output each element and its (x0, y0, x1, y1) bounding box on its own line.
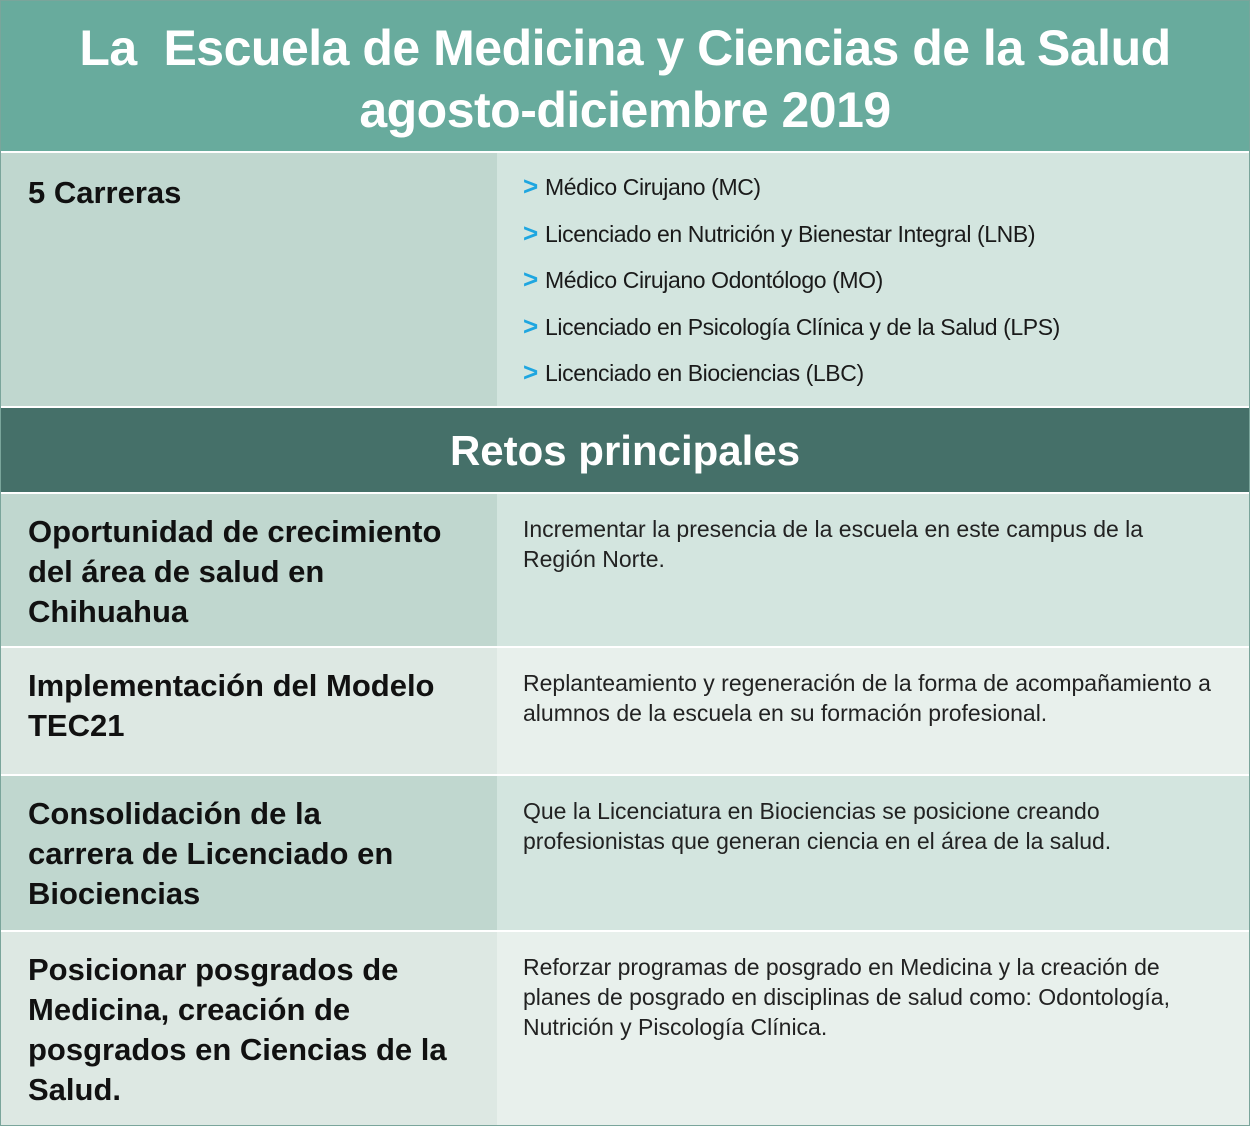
table-row (1, 648, 1249, 776)
chevron-right-icon: > (523, 217, 538, 248)
list-item (523, 310, 1060, 361)
challenge-desc-cell (497, 494, 1249, 646)
career-name: Médico Cirujano Odontólogo (MO) (545, 267, 883, 294)
challenge-description: Incrementar la presencia de la escuela en este campus de la Región Norte. (523, 516, 1144, 572)
challenge-label-cell (1, 776, 497, 930)
challenge-desc-cell (497, 648, 1249, 774)
chevron-right-icon: > (523, 310, 538, 341)
challenge-label-cell (1, 648, 497, 774)
chevron-right-icon: > (523, 171, 538, 201)
career-name: Licenciado en Biociencias (LBC) (545, 360, 864, 387)
table-row (1, 776, 1249, 932)
section-title: Retos principales (1, 408, 1249, 494)
chevron-right-icon: > (523, 264, 538, 295)
list-item (523, 357, 1060, 407)
careers-list (523, 171, 1060, 407)
challenge-description: Reforzar programas de posgrado en Medicina y la creación de planes de posgrado en disciplinas de salud como: Odontología, Nutrición y Piscología Clínica. (523, 954, 1170, 1040)
careers-list-cell (497, 153, 1249, 406)
career-name: Licenciado en Nutrición y Bienestar Integral (LNB) (545, 220, 1036, 247)
list-item (523, 217, 1060, 268)
challenge-description: Que la Licenciatura en Biociencias se posicione creando profesionistas que generan ciencia en el área de la salud. (523, 798, 1112, 854)
challenge-label: Implementación del Modelo TEC21 (28, 668, 435, 743)
title-header (1, 1, 1249, 153)
challenge-description: Replanteamiento y regeneración de la forma de acompañamiento a alumnos de la escuela en su formación profesional. (523, 670, 1211, 726)
careers-row (1, 153, 1249, 408)
list-item (523, 171, 1060, 221)
challenge-desc-cell (497, 776, 1249, 930)
table-row (1, 494, 1249, 648)
challenge-label-cell (1, 494, 497, 646)
challenge-label: Posicionar posgrados de Medicina, creación de posgrados en Ciencias de la Salud. (28, 952, 447, 1107)
challenge-desc-cell (497, 932, 1249, 1125)
title-line-1: La Escuela de Medicina y Ciencias de la Salud (79, 20, 1171, 76)
challenge-label: Oportunidad de crecimiento del área de salud en Chihuahua (28, 514, 442, 629)
careers-label: 5 Carreras (28, 175, 182, 210)
career-name: Médico Cirujano (MC) (545, 174, 761, 200)
challenge-label: Consolidación de la carrera de Licenciado en Biociencias (28, 796, 394, 911)
table-row (1, 932, 1249, 1125)
title-line-2: agosto-diciembre 2019 (359, 82, 891, 138)
challenge-label-cell (1, 932, 497, 1125)
list-item (523, 264, 1060, 314)
chevron-right-icon: > (523, 357, 538, 388)
career-name: Licenciado en Psicología Clínica y de la Salud (LPS) (545, 313, 1060, 340)
careers-label-cell (1, 153, 497, 406)
